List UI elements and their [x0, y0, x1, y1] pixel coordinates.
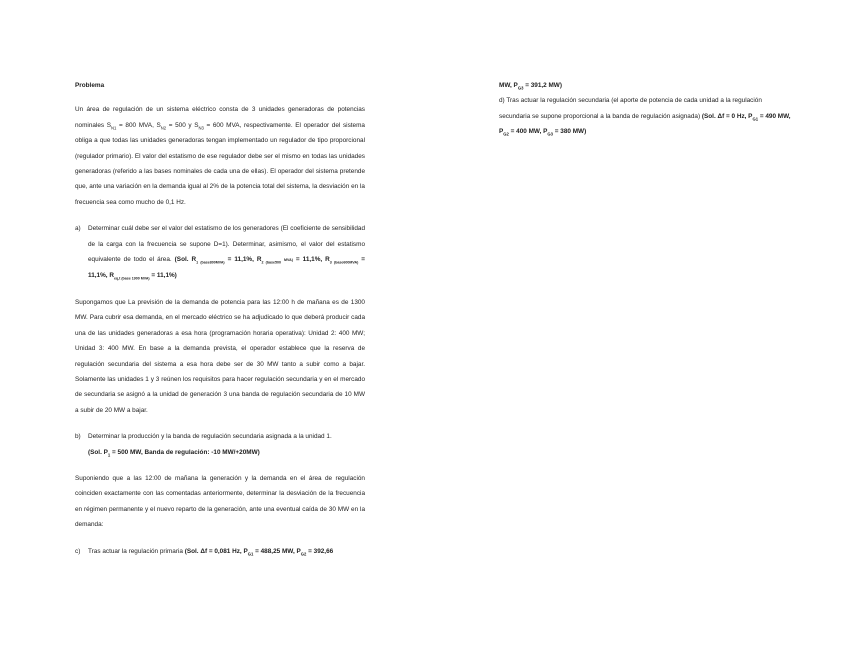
question-c: [75, 544, 365, 559]
solution-text: = 400 MW, P: [508, 128, 548, 136]
solution-subscript: 1 (base800MVA): [196, 260, 225, 265]
solution-text: (Sol. R: [171, 256, 197, 264]
question-c-solution: [183, 548, 333, 555]
solution-text: = 11,1%, R: [224, 256, 262, 264]
question-a-body: [88, 221, 365, 284]
solution-text: = 392,66: [306, 547, 334, 555]
right-column: [499, 78, 794, 140]
question-a-label: a): [75, 225, 81, 233]
question-c-solution-continued: [499, 78, 794, 93]
solution-subscript: G3: [517, 85, 524, 91]
scenario-paragraph: Supongamos que La previsión de la demanda de potencia para las 12:00 h de mañana es de 1300 MW. Para cubrir esa demanda, en el mercado eléctrico se ha adjudicado lo que deberá producir cada una de las unidades generadoras a esa hora (programación horaria operativa): Unidad 2: 400 MW; Unidad 3: 400 MW. En base a la demanda prevista, el operador establece que la reserva de regulación secundaria del sistema a esa hora debe ser de 30 MW tanto a subir como a bajar. Solamente las unidades 1 y 3 reúnen los requisitos para hacer regulación secundaria y en el mercado de secundaria se asignó a la unidad de generación 3 una banda de regulación secundaria de 10 MW a subir de 20 MW a bajar.: [75, 298, 365, 414]
solution-text: = 490 MW, P: [499, 112, 791, 136]
disturbance-paragraph: Suponiendo que a las 12:00 de mañana la generación y la demanda en el área de regulación coinciden exactamente con las comentadas anteriormente, determinar la desviación de la frecuencia en régimen permanente y el nuevo reparto de la generación, ante una eventual caída de 30 MW en la demanda:: [75, 474, 365, 529]
solution-subscript: MVA): [284, 258, 293, 263]
s3-subscript: N3: [198, 125, 204, 131]
statement-text: = 500 y S: [166, 121, 199, 129]
statement-text: Un área de regulación de un sistema eléctrico consta de 3 unidades generadoras de potencias nominales S: [75, 106, 365, 129]
solution-text: = 11,1%): [149, 272, 177, 280]
solution-text: (Sol. Δf = 0,081 Hz, P: [182, 547, 248, 555]
question-c-label: c): [75, 547, 81, 555]
solution-subscript: G2: [300, 550, 307, 556]
left-column: [75, 78, 365, 559]
statement-text: = 800 MVA, S: [116, 121, 161, 129]
question-b-solution: [88, 449, 260, 456]
solution-text: = 380 MW): [553, 128, 587, 136]
solution-text: = 11,1%, R: [88, 256, 365, 280]
solution-text: = 11,1%, R: [292, 256, 330, 264]
solution-text: (Sol. P: [88, 448, 108, 456]
solution-subscript: 3 (base600MVA): [329, 260, 359, 265]
solution-subscript: G1: [752, 116, 759, 122]
question-b-text: Determinar la producción y la banda de regulación secundaria asignada a la unidad 1.: [88, 433, 332, 441]
solution-subscript: eq,t (base 1900 MVA): [113, 276, 150, 281]
question-c-text: Tras actuar la regulación primaria: [88, 547, 183, 555]
solution-subscript: G3: [547, 131, 553, 137]
question-d-text: d) Tras actuar la regulación secundaria (el aporte de potencia de cada unidad a la regulación secundaria se supone proporcional a la banda de regulación asignada): [499, 97, 762, 120]
solution-text: = 391,2 MW): [523, 82, 562, 89]
question-b-label: b): [75, 433, 81, 441]
solution-subscript: 1: [107, 451, 111, 457]
solution-text: = 488,25 MW, P: [253, 547, 301, 555]
statement-text: = 600 MVA, respectivamente. El operador del sistema obliga a que todas las unidades generadoras tengan implementado un regulador de tipo proporcional (regulador primario). El valor del estatismo de ese regulador debe ser el mismo en todas las unidades generadoras (referido a las bases nominales de cada una de ellas). El operador del sistema pretende que, ante una variación en la demanda igual al 2% de la potencia total del sistema, la desviación en la frecuencia sea como mucho de 0,1 Hz.: [75, 121, 365, 206]
solution-text: (Sol. Δf = 0 Hz, P: [700, 112, 753, 120]
solution-subscript: G1: [247, 550, 254, 556]
question-a: [75, 221, 365, 284]
s2-subscript: N2: [160, 125, 167, 131]
question-b-body: [88, 429, 365, 460]
s1-subscript: N1: [111, 125, 117, 131]
question-d: [499, 93, 794, 139]
problem-title: Problema: [75, 82, 105, 89]
question-c-body: [88, 544, 365, 559]
solution-text: = 500 MW, Banda de regulación: -10 MW/+20MW): [110, 448, 260, 456]
problem-statement: [75, 102, 365, 210]
solution-subscript: 2 (base500: [261, 260, 282, 265]
question-a-text: Determinar cuál debe ser el valor del estatismo de los generadores (El coeficiente de sensibilidad de la carga con la frecuencia se supone D=1). Determinar, asimismo, el valor del estatismo equivalente de todo el área.: [88, 225, 365, 264]
solution-text: MW, P: [499, 82, 518, 89]
question-b: [75, 429, 365, 460]
solution-subscript: G2: [503, 131, 509, 137]
